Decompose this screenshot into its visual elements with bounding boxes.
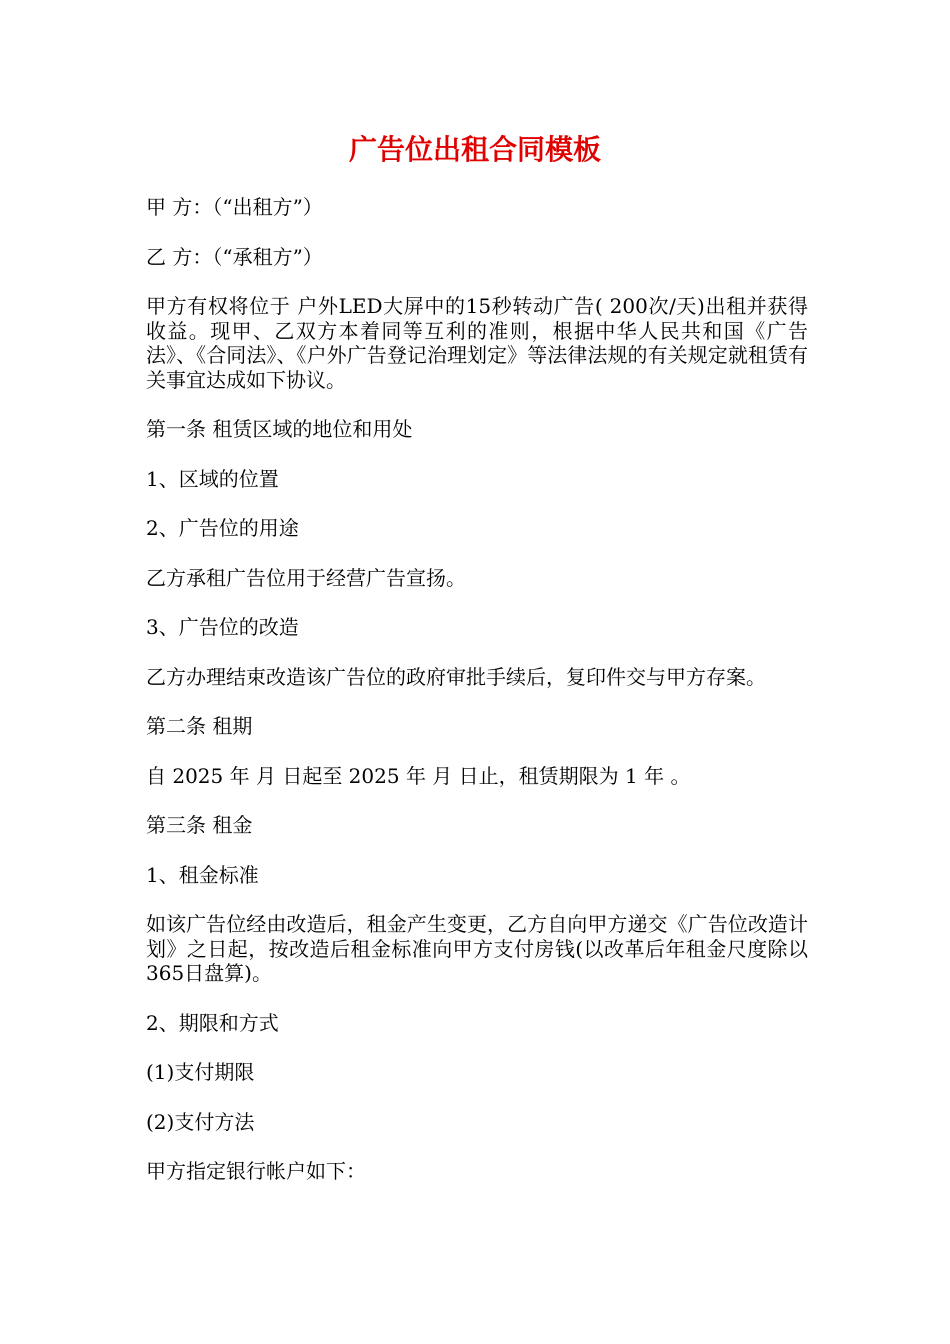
clause-1-3-text: 乙方办理结束改造该广告位的政府审批手续后，复印件交与甲方存案。 [146, 664, 766, 689]
bank-account-line: 甲方指定银行帐户如下： [146, 1159, 366, 1183]
article-1-heading: 第一条 租赁区域的地位和用处 [146, 417, 413, 441]
party-a-line: 甲 方：（“出租方”） [146, 195, 323, 219]
document-body [146, 195, 808, 1209]
clause-3-2: 2、期限和方式 [146, 1010, 279, 1035]
party-b-line: 乙 方：（“承租方”） [146, 244, 323, 269]
article-2-heading: 第二条 租期 [146, 714, 253, 738]
preamble-paragraph: 甲方有权将位于 户外LED大屏中的15秒转动广告( 200次/天)出租并获得收益。现甲、乙双方本着同等互利的准则，根据中华人民共和国《广告法》、《合同法》、《户外广告登记治理划定》等法律法规的有关规定就租赁有关事宜达成如下协议。 [146, 294, 808, 392]
lease-term-text: 自 2025 年 月 日起至 2025 年 月 日止，租赁期限为 1 年 。 [146, 763, 691, 788]
article-3-heading: 第三条 租金 [146, 813, 253, 837]
clause-1-2: 2、广告位的用途 [146, 516, 299, 540]
clause-1-3: 3、广告位的改造 [146, 615, 299, 639]
clause-3-1-text: 如该广告位经由改造后，租金产生变更，乙方自向甲方递交《广告位改造计划》之日起，按改造后租金标准向甲方支付房钱(以改革后年租金尺度除以365日盘算)。 [146, 912, 808, 985]
document-title: 广告位出租合同模板 [348, 133, 601, 166]
clause-1-1: 1、区域的位置 [146, 466, 279, 491]
clause-1-2-text: 乙方承租广告位用于经营广告宣扬。 [146, 565, 466, 590]
clause-3-1: 1、租金标准 [146, 862, 259, 887]
clause-3-2-2: (2)支付方法 [146, 1109, 255, 1134]
clause-3-2-1: (1)支付期限 [146, 1060, 255, 1084]
